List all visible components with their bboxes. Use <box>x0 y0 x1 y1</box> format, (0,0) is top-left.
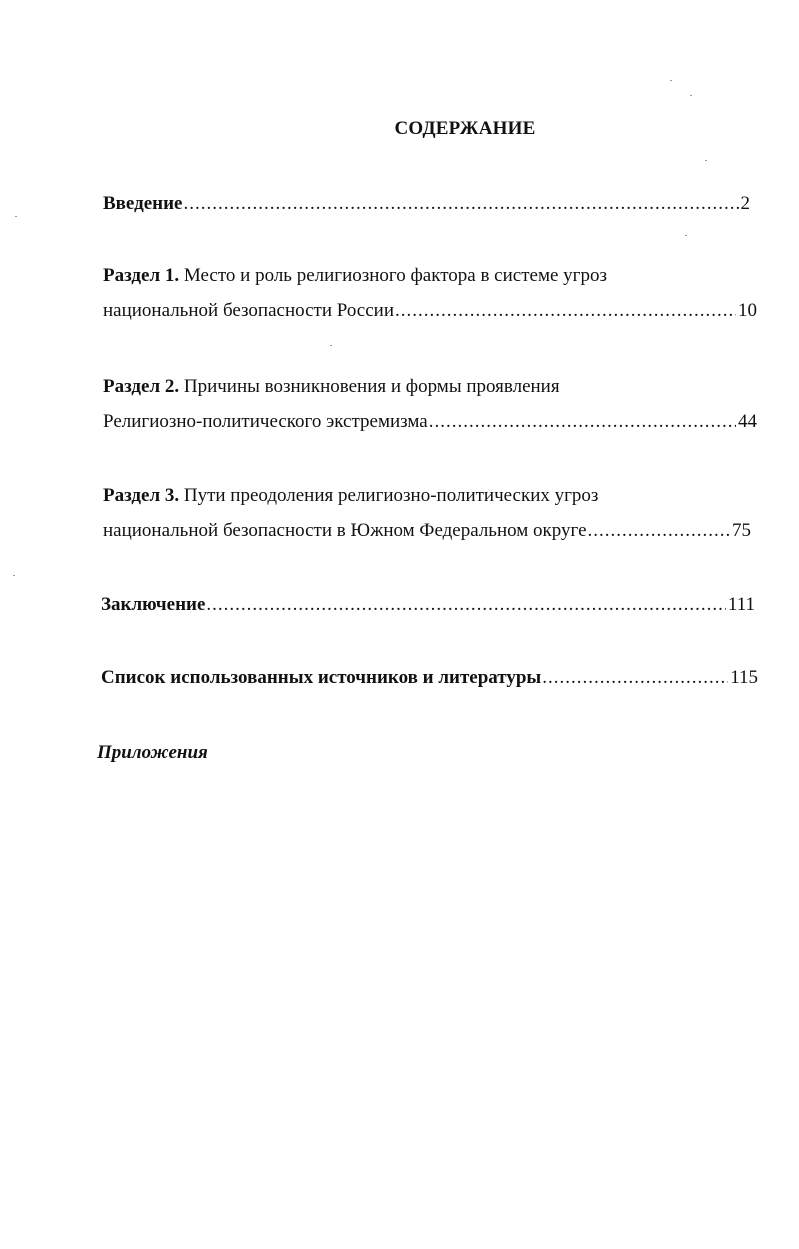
toc-entry-section-1-line1 <box>103 265 607 287</box>
toc-entry-section-3-line1 <box>103 485 598 507</box>
toc-leader-dots <box>184 193 739 215</box>
scan-speck <box>15 216 17 217</box>
scan-speck <box>13 575 15 576</box>
toc-entry-label: Заключение <box>101 594 206 615</box>
toc-section-number: Раздел 3. <box>103 485 180 506</box>
scan-speck <box>330 345 332 346</box>
toc-page-number: 111 <box>727 594 755 615</box>
toc-leader-dots <box>206 594 725 616</box>
toc-leader-dots <box>395 300 736 322</box>
scan-speck <box>685 235 687 236</box>
toc-entry-references <box>101 667 758 689</box>
toc-section-title-cont: национальной безопасности России <box>103 300 395 321</box>
toc-page-number: 115 <box>730 667 758 688</box>
toc-entry-section-2-line1 <box>103 376 560 398</box>
toc-leader-dots <box>429 411 736 433</box>
toc-section-title: Пути преодоления религиозно-политических угроз <box>179 485 599 506</box>
toc-page-number: 2 <box>740 193 750 214</box>
toc-entry-section-1-line2 <box>103 300 757 322</box>
toc-section-title: Место и роль религиозного фактора в системе угроз <box>179 265 607 286</box>
scan-speck <box>690 95 692 96</box>
page-title: СОДЕРЖАНИЕ <box>394 118 536 139</box>
toc-leader-dots <box>542 667 728 689</box>
toc-entry-introduction <box>103 193 750 215</box>
toc-entry-conclusion <box>101 594 755 616</box>
toc-entry-section-2-line2 <box>103 411 757 433</box>
toc-entry-label: Список использованных источников и литературы <box>101 667 542 688</box>
toc-entry-section-3-line2 <box>103 520 751 542</box>
toc-leader-dots <box>588 520 730 542</box>
scan-speck <box>670 80 672 81</box>
toc-page-number: 44 <box>738 411 757 432</box>
toc-section-number: Раздел 2. <box>103 376 180 397</box>
toc-section-title-cont: национальной безопасности в Южном Федеральном округе <box>103 520 587 541</box>
toc-section-title-cont: Религиозно-политического экстремизма <box>103 411 428 432</box>
scan-speck <box>705 160 707 161</box>
toc-entry-appendix: Приложения <box>97 742 208 763</box>
toc-section-number: Раздел 1. <box>103 265 180 286</box>
toc-page-number: 75 <box>732 520 751 541</box>
toc-section-title: Причины возникновения и формы проявления <box>179 376 560 397</box>
toc-entry-label: Введение <box>103 193 183 214</box>
toc-page-number: 10 <box>738 300 757 321</box>
